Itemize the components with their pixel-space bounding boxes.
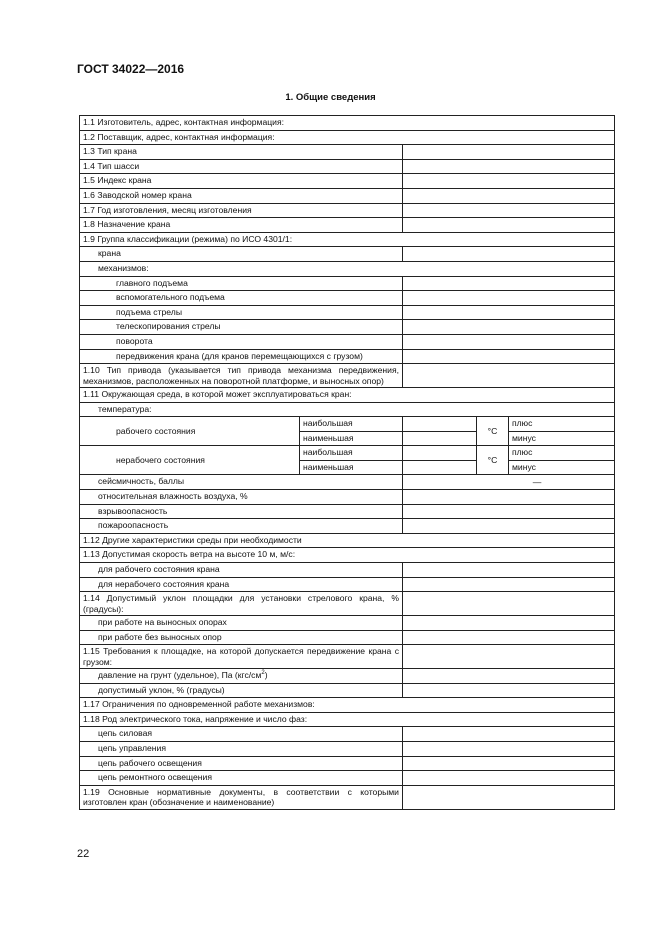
value-cell[interactable]	[403, 616, 615, 631]
table-row	[80, 174, 615, 189]
row-1-11-temperature: температура:	[80, 402, 615, 417]
value-cell[interactable]	[403, 334, 615, 349]
value-cell[interactable]	[403, 446, 477, 461]
table-row	[80, 276, 615, 291]
min-label: наименьшая	[300, 431, 403, 446]
row-1-11-nonworking-state: нерабочего состояния	[80, 446, 300, 475]
table-row	[80, 261, 615, 276]
row-1-11-humidity: относительная влажность воздуха, %	[80, 490, 403, 505]
table-row	[80, 563, 615, 578]
row-1-11-working-state: рабочего состояния	[80, 417, 300, 446]
table-row	[80, 616, 615, 631]
row-1-9-boom-lift: подъема стрелы	[80, 305, 403, 320]
row-1-14-outriggers: при работе на выносных опорах	[80, 616, 403, 631]
row-1-9-slewing: поворота	[80, 334, 403, 349]
value-cell[interactable]	[403, 320, 615, 335]
table-row	[80, 387, 615, 402]
row-1-18-power: цепь силовая	[80, 727, 403, 742]
value-cell[interactable]	[403, 504, 615, 519]
table-row	[80, 130, 615, 145]
table-row	[80, 771, 615, 786]
row-1-9-aux-hoist: вспомогательного подъема	[80, 291, 403, 306]
table-row	[80, 349, 615, 364]
value-cell[interactable]	[403, 247, 615, 262]
value-cell[interactable]	[403, 563, 615, 578]
value-cell[interactable]	[403, 145, 615, 160]
table-row	[80, 785, 615, 809]
table-row	[80, 592, 615, 616]
row-1-12: 1.12 Другие характеристики среды при необходимости	[80, 533, 615, 548]
table-row	[80, 533, 615, 548]
table-row	[80, 548, 615, 563]
celsius-unit: °С	[477, 446, 509, 475]
table-row	[80, 417, 615, 432]
page-number: 22	[77, 848, 90, 860]
table-row	[80, 320, 615, 335]
row-1-13: 1.13 Допустимая скорость ветра на высоте 10 м, м/с:	[80, 548, 615, 563]
row-1-6: 1.6 Заводской номер крана	[80, 188, 403, 203]
row-1-7: 1.7 Год изготовления, месяц изготовления	[80, 203, 403, 218]
table-row	[80, 727, 615, 742]
table-row	[80, 247, 615, 262]
value-cell[interactable]	[403, 630, 615, 645]
value-cell[interactable]	[403, 785, 615, 809]
min-label: наименьшая	[300, 460, 403, 475]
row-1-5: 1.5 Индекс крана	[80, 174, 403, 189]
value-cell[interactable]	[403, 669, 615, 684]
value-cell[interactable]	[403, 756, 615, 771]
table-row	[80, 159, 615, 174]
table-row	[80, 712, 615, 727]
row-1-11-fire: пожароопасность	[80, 519, 403, 534]
table-row	[80, 402, 615, 417]
value-cell[interactable]	[403, 159, 615, 174]
row-1-3: 1.3 Тип крана	[80, 145, 403, 160]
value-cell[interactable]	[403, 188, 615, 203]
row-1-14: 1.14 Допустимый уклон площадки для установки стрелового крана, % (градусы):	[80, 592, 403, 616]
value-cell[interactable]	[403, 203, 615, 218]
table-row	[80, 490, 615, 505]
value-cell[interactable]	[403, 742, 615, 757]
table-row	[80, 218, 615, 233]
table-row	[80, 305, 615, 320]
minus-label: минус	[509, 431, 615, 446]
table-row	[80, 116, 615, 131]
value-cell[interactable]	[403, 305, 615, 320]
value-cell[interactable]	[403, 490, 615, 505]
value-cell[interactable]	[403, 577, 615, 592]
row-1-15-ground-pressure	[80, 669, 403, 684]
celsius-unit: °С	[477, 417, 509, 446]
row-1-2: 1.2 Поставщик, адрес, контактная информация:	[80, 130, 615, 145]
squared-superscript: 2	[261, 670, 265, 677]
seismicity-value: —	[403, 475, 615, 490]
row-1-18-repair-lighting: цепь ремонтного освещения	[80, 771, 403, 786]
row-1-14-no-outriggers: при работе без выносных опор	[80, 630, 403, 645]
table-row	[80, 446, 615, 461]
row-1-8: 1.8 Назначение крана	[80, 218, 403, 233]
value-cell[interactable]	[403, 519, 615, 534]
row-1-11-explosion: взрывоопасность	[80, 504, 403, 519]
value-cell[interactable]	[403, 276, 615, 291]
table-row	[80, 742, 615, 757]
table-row	[80, 756, 615, 771]
table-row	[80, 669, 615, 684]
value-cell[interactable]	[403, 683, 615, 698]
row-1-11-seismicity: сейсмичность, баллы	[80, 475, 403, 490]
table-row	[80, 364, 615, 388]
table-row	[80, 145, 615, 160]
row-1-9: 1.9 Группа классификации (режима) по ИСО 4301/1:	[80, 232, 615, 247]
plus-label: плюс	[509, 417, 615, 432]
row-1-19: 1.19 Основные нормативные документы, в соответствии с которыми изготовлен кран (обозначение и наименование)	[80, 785, 403, 809]
row-1-9-mechanisms: механизмов:	[80, 261, 615, 276]
row-1-9-travel: передвижения крана (для кранов перемещающихся с грузом)	[80, 349, 403, 364]
row-1-1: 1.1 Изготовитель, адрес, контактная информация:	[80, 116, 615, 131]
section-title: 1. Общие сведения	[285, 92, 376, 103]
value-cell[interactable]	[403, 727, 615, 742]
value-cell[interactable]	[403, 431, 477, 446]
minus-label: минус	[509, 460, 615, 475]
row-1-13-working: для рабочего состояния крана	[80, 563, 403, 578]
row-1-4: 1.4 Тип шасси	[80, 159, 403, 174]
row-1-10: 1.10 Тип привода (указывается тип привода механизма передвижения, механизмов, расположенных на поворотной платформе, и выносных опор)	[80, 364, 403, 388]
table-row	[80, 519, 615, 534]
value-cell[interactable]	[403, 592, 615, 616]
row-1-15-slope: допустимый уклон, % (градусы)	[80, 683, 403, 698]
value-cell[interactable]	[403, 364, 615, 388]
table-row	[80, 630, 615, 645]
value-cell[interactable]	[403, 218, 615, 233]
max-label: наибольшая	[300, 446, 403, 461]
max-label: наибольшая	[300, 417, 403, 432]
row-1-18-control: цепь управления	[80, 742, 403, 757]
row-1-9-main-hoist: главного подъема	[80, 276, 403, 291]
row-1-18: 1.18 Род электрического тока, напряжение и число фаз:	[80, 712, 615, 727]
row-1-13-nonworking: для нерабочего состояния крана	[80, 577, 403, 592]
value-cell[interactable]	[403, 771, 615, 786]
general-info-table	[79, 115, 615, 810]
table-row	[80, 645, 615, 669]
document-code: ГОСТ 34022—2016	[77, 62, 185, 76]
row-1-9-telescoping: телескопирования стрелы	[80, 320, 403, 335]
table-row	[80, 475, 615, 490]
value-cell[interactable]	[403, 645, 615, 669]
row-1-15: 1.15 Требования к площадке, на которой допускается передвижение крана с грузом:	[80, 645, 403, 669]
value-cell[interactable]	[403, 417, 477, 432]
row-1-18-work-lighting: цепь рабочего освещения	[80, 756, 403, 771]
table-row	[80, 291, 615, 306]
row-1-17: 1.17 Ограничения по одновременной работе механизмов:	[80, 698, 615, 713]
ground-pressure-close: )	[264, 670, 268, 681]
value-cell[interactable]	[403, 460, 477, 475]
table-row	[80, 232, 615, 247]
value-cell[interactable]	[403, 291, 615, 306]
table-row	[80, 683, 615, 698]
ground-pressure-text: давление на грунт (удельное), Па (кгс/см	[98, 670, 262, 681]
table-row	[80, 188, 615, 203]
value-cell[interactable]	[403, 349, 615, 364]
table-row	[80, 334, 615, 349]
table-row	[80, 698, 615, 713]
table-row	[80, 577, 615, 592]
value-cell[interactable]	[403, 174, 615, 189]
row-1-11: 1.11 Окружающая среда, в которой может эксплуатироваться кран:	[80, 387, 615, 402]
plus-label: плюс	[509, 446, 615, 461]
table-row	[80, 203, 615, 218]
table-row	[80, 504, 615, 519]
row-1-9-crane: крана	[80, 247, 403, 262]
